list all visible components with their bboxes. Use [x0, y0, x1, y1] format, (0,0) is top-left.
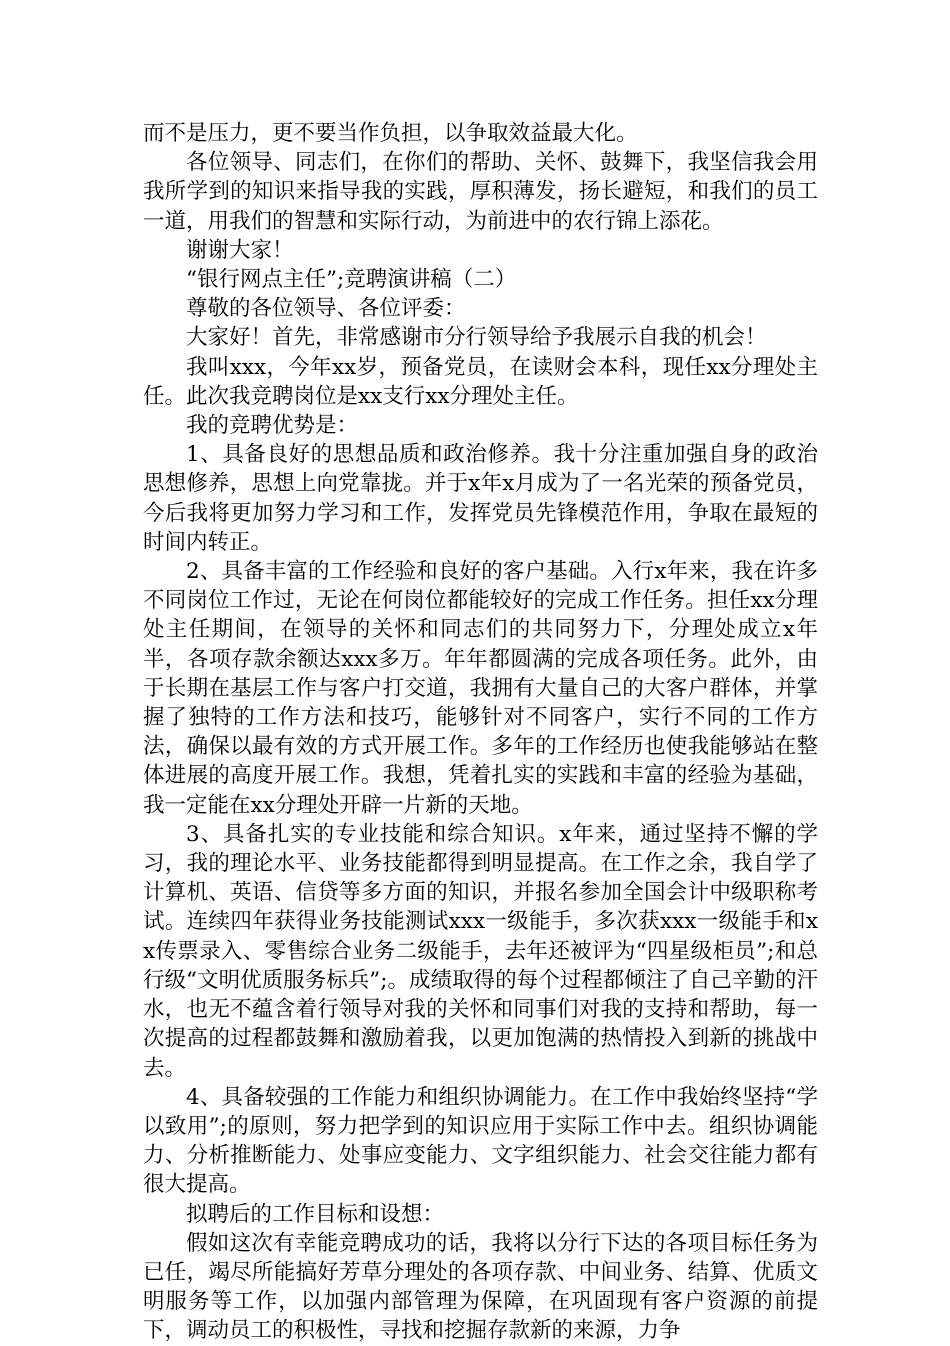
paragraph-11: 3、具备扎实的专业技能和综合知识。x年来，通过坚持不懈的学习，我的理论水平、业务技能都得到明显提高。在工作之余，我自学了计算机、英语、信贷等多方面的知识，并报名参加全国会计中级职称考试。连续四年获得业务技能测试xxx一级能手，多次获xxx一级能手和xx传票录入、零售综合业务二级能手，去年还被评为“四星级柜员”;和总行级“文明优质服务标兵”;。成绩取得的每个过程都倾注了自己辛勤的汗水，也无不蕴含着行领导对我的关怀和同事们对我的支持和帮助，每一次提高的过程都鼓舞和激励着我，以更加饱满的热情投入到新的挑战中去。 — [143, 821, 818, 1081]
paragraph-2: 各位领导、同志们，在你们的帮助、关怀、鼓舞下，我坚信我会用我所学到的知识来指导我的实践，厚积薄发，扬长避短，和我们的员工一道，用我们的智慧和实际行动，为前进中的农行锦上添花。 — [143, 150, 818, 234]
document-body — [143, 119, 818, 1346]
paragraph-9: 1、具备良好的思想品质和政治修养。我十分注重加强自身的政治思想修养，思想上向党靠拢。并于x年x月成为了一名光荣的预备党员，今后我将更加努力学习和工作，发挥党员先锋模范作用，争取在最短的时间内转正。 — [143, 442, 818, 555]
paragraph-1: 而不是压力，更不要当作负担，以争取效益最大化。 — [143, 121, 638, 146]
paragraph-10: 2、具备丰富的工作经验和良好的客户基础。入行x年来，我在许多不同岗位工作过，无论在何岗位都能较好的完成工作任务。担任xx分理处主任期间，在领导的关怀和同志们的共同努力下，分理处成立x年半，各项存款余额达xxx多万。年年都圆满的完成各项任务。此外，由于长期在基层工作与客户打交道，我拥有大量自己的大客户群体，并掌握了独特的工作方法和技巧，能够针对不同客户，实行不同的工作方法，确保以最有效的方式开展工作。多年的工作经历也使我能够站在整体进展的高度开展工作。我想，凭着扎实的实践和丰富的经验为基础，我一定能在xx分理处开辟一片新的天地。 — [143, 559, 818, 818]
paragraph-5-salutation: 尊敬的各位领导、各位评委： — [186, 296, 466, 322]
paragraph-4-subtitle: “银行网点主任”;竞聘演讲稿（二） — [186, 267, 517, 293]
paragraph-7: 我叫xxx，今年xx岁，预备党员，在读财会本科，现任xx分理处主任。此次我竞聘岗位是xx支行xx分理处主任。 — [143, 354, 818, 409]
paragraph-12: 4、具备较强的工作能力和组织协调能力。在工作中我始终坚持“学以致用”;的原则，努力把学到的知识应用于实际工作中去。组织协调能力、分析推断能力、处事应变能力、文字组织能力、社会交往能力都有很大提高。 — [143, 1084, 818, 1198]
paragraph-3: 谢谢大家！ — [186, 237, 294, 263]
paragraph-8: 我的竞聘优势是： — [186, 413, 359, 439]
paragraph-6: 大家好！首先，非常感谢市分行领导给予我展示自我的机会！ — [186, 325, 767, 351]
paragraph-13: 拟聘后的工作目标和设想： — [186, 1201, 445, 1227]
paragraph-14: 假如这次有幸能竞聘成功的话，我将以分行下达的各项目标任务为已任，竭尽所能搞好芳草分理处的各项存款、中间业务、结算、优质文明服务等工作，以加强内部管理为保障，在巩固现有客户资源的前提下，调动员工的积极性，寻找和挖掘存款新的来源，力争 — [143, 1230, 818, 1344]
